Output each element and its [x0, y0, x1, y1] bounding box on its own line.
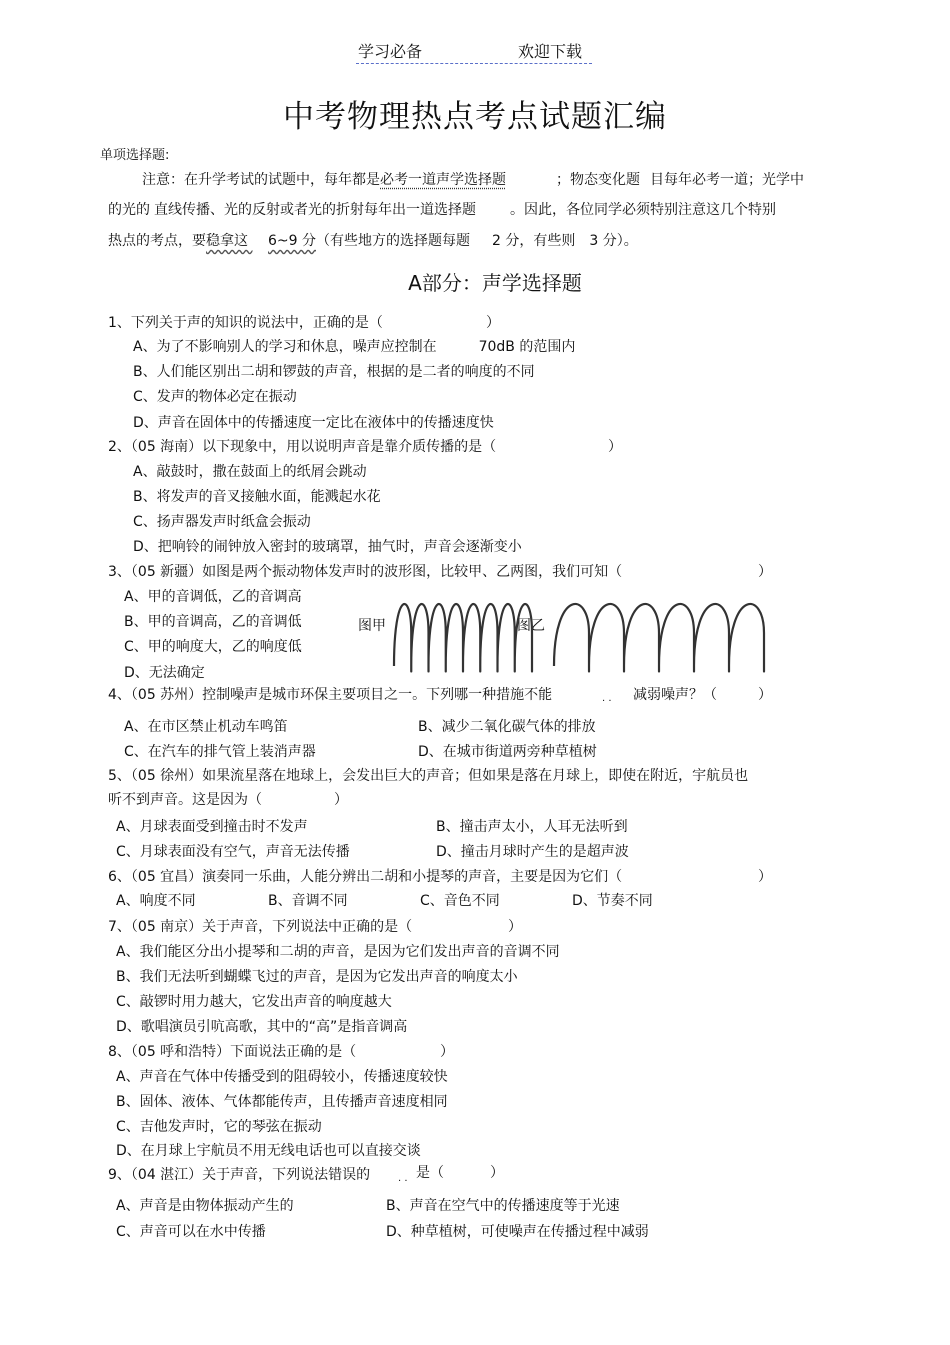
- q3-stem: 3、（05 新疆）如图是两个振动物体发声时的波形图，比较甲、乙两图，我们可知（: [108, 564, 623, 580]
- q4-stem-2: 减弱噪声？（: [633, 687, 717, 703]
- q1-option-c: C、发声的物体必定在振动: [133, 389, 297, 405]
- q9-stem: 9、（04 湛江）关于声音，下列说法错误的: [108, 1167, 371, 1183]
- q1-option-d: D、声音在固体中的传播速度一定比在液体中的传播速度快: [133, 415, 494, 431]
- q9-close: ）: [490, 1165, 504, 1181]
- q5-stem: 5、（05 徐州）如果流星落在地球上，会发出巨大的声音；但如果是落在月球上，即使在附近，宇航员也: [108, 768, 749, 784]
- q5-option-d: D、撞击月球时产生的是超声波: [436, 844, 629, 860]
- q8-option-d: D、在月球上宇航员不用无线电话也可以直接交谈: [116, 1143, 421, 1159]
- q4-option-a: A、在市区禁止机动车鸣笛: [124, 719, 288, 735]
- q1-close: ）: [486, 315, 500, 331]
- q8-option-a: A、声音在气体中传播受到的阻碍较小，传播速度较快: [116, 1069, 448, 1085]
- q9-option-d: D、种草植树，可使噪声在传播过程中减弱: [386, 1224, 649, 1240]
- q5-option-c: C、月球表面没有空气，声音无法传播: [116, 844, 350, 860]
- q6-close: ）: [758, 869, 772, 885]
- note-line-1: 注意：在升学考试的试题中，每年都是必考一道声学选择题 ；物态变化题 目每年必考一道；光学中: [142, 172, 804, 188]
- q9-stem-2: 是（: [416, 1165, 444, 1181]
- waveform-b: [548, 588, 778, 678]
- q2-close: ）: [608, 439, 622, 455]
- q5-close: ）: [334, 792, 348, 808]
- q6-option-b: B、音调不同: [268, 893, 348, 909]
- q9-emphasis-dots: . .: [398, 1173, 408, 1184]
- q5-stem-2: 听不到声音。这是因为（: [108, 792, 262, 808]
- q4-option-b: B、减少二氧化碳气体的排放: [418, 719, 596, 735]
- q1-option-b: B、人们能区别出二胡和锣鼓的声音，根据的是二者的响度的不同: [133, 364, 535, 380]
- waveform-a: [388, 588, 548, 678]
- q7-option-d: D、歌唱演员引吭高歌，其中的“高”是指音调高: [116, 1019, 408, 1035]
- q9-option-b: B、声音在空气中的传播速度等于光速: [386, 1198, 620, 1214]
- q6-stem: 6、（05 宜昌）演奏同一乐曲，人能分辨出二胡和小提琴的声音，主要是因为它们（: [108, 869, 623, 885]
- q2-option-d: D、把响铃的闹钟放入密封的玻璃罩，抽气时，声音会逐渐变小: [133, 539, 522, 555]
- q8-close: ）: [440, 1044, 454, 1060]
- q6-option-c: C、音色不同: [420, 893, 500, 909]
- q1-option-a: A、为了不影响别人的学习和休息，噪声应控制在 70dB 的范围内: [133, 339, 576, 355]
- q1-stem: 1、下列关于声的知识的说法中，正确的是（: [108, 315, 383, 331]
- q7-stem: 7、（05 南京）关于声音，下列说法中正确的是（: [108, 919, 413, 935]
- header-divider: [356, 63, 592, 64]
- q2-option-a: A、敲鼓时，撒在鼓面上的纸屑会跳动: [133, 464, 367, 480]
- part-title: A部分：声学选择题: [408, 271, 582, 295]
- note-line-2: 的光的 直线传播、光的反射或者光的折射每年出一道选择题 。因此，各位同学必须特别注意这几个特别: [108, 202, 776, 218]
- figure-b-label: 图乙: [517, 618, 545, 634]
- q2-option-c: C、扬声器发声时纸盒会振动: [133, 514, 311, 530]
- q3-option-a: A、甲的音调低，乙的音调高: [124, 589, 302, 605]
- q9-option-c: C、声音可以在水中传播: [116, 1224, 266, 1240]
- section-label: 单项选择题:: [100, 148, 170, 163]
- q4-option-d: D、在城市街道两旁种草植树: [418, 744, 597, 760]
- q7-option-a: A、我们能区分出小提琴和二胡的声音，是因为它们发出声音的音调不同: [116, 944, 560, 960]
- q4-option-c: C、在汽车的排气管上装消声器: [124, 744, 316, 760]
- q2-stem: 2、（05 海南）以下现象中，用以说明声音是靠介质传播的是（: [108, 439, 497, 455]
- header-right: 欢迎下载: [518, 42, 583, 61]
- q3-option-c: C、甲的响度大，乙的响度低: [124, 639, 302, 655]
- q5-option-b: B、撞击声太小，人耳无法听到: [436, 819, 628, 835]
- q3-option-d: D、无法确定: [124, 665, 205, 681]
- q8-option-c: C、吉他发声时，它的琴弦在振动: [116, 1119, 322, 1135]
- q3-close: ）: [758, 564, 772, 580]
- note-line-3: 热点的考点，要稳拿这 6~9 分（有些地方的选择题每题 2 分，有些则 3 分）。: [108, 233, 638, 249]
- page-title: 中考物理热点考点试题汇编: [283, 99, 667, 135]
- q6-option-d: D、节奏不同: [572, 893, 653, 909]
- q5-option-a: A、月球表面受到撞击时不发声: [116, 819, 308, 835]
- q2-option-b: B、将发声的音叉接触水面，能溅起水花: [133, 489, 381, 505]
- q8-option-b: B、固体、液体、气体都能传声，且传播声音速度相同: [116, 1094, 448, 1110]
- q6-option-a: A、响度不同: [116, 893, 196, 909]
- q7-close: ）: [508, 919, 522, 935]
- q7-option-b: B、我们无法听到蝴蝶飞过的声音，是因为它发出声音的响度太小: [116, 969, 518, 985]
- q9-option-a: A、声音是由物体振动产生的: [116, 1198, 294, 1214]
- q7-option-c: C、敲锣时用力越大，它发出声音的响度越大: [116, 994, 392, 1010]
- q8-stem: 8、（05 呼和浩特）下面说法正确的是（: [108, 1044, 357, 1060]
- figure-a-label: 图甲: [358, 618, 386, 634]
- header-left: 学习必备: [358, 42, 423, 61]
- q4-emphasis-dots: . .: [602, 693, 612, 704]
- q3-option-b: B、甲的音调高，乙的音调低: [124, 614, 302, 630]
- q4-close: ）: [758, 687, 772, 703]
- q4-stem: 4、（05 苏州）控制噪声是城市环保主要项目之一。下列哪一种措施不能: [108, 687, 553, 703]
